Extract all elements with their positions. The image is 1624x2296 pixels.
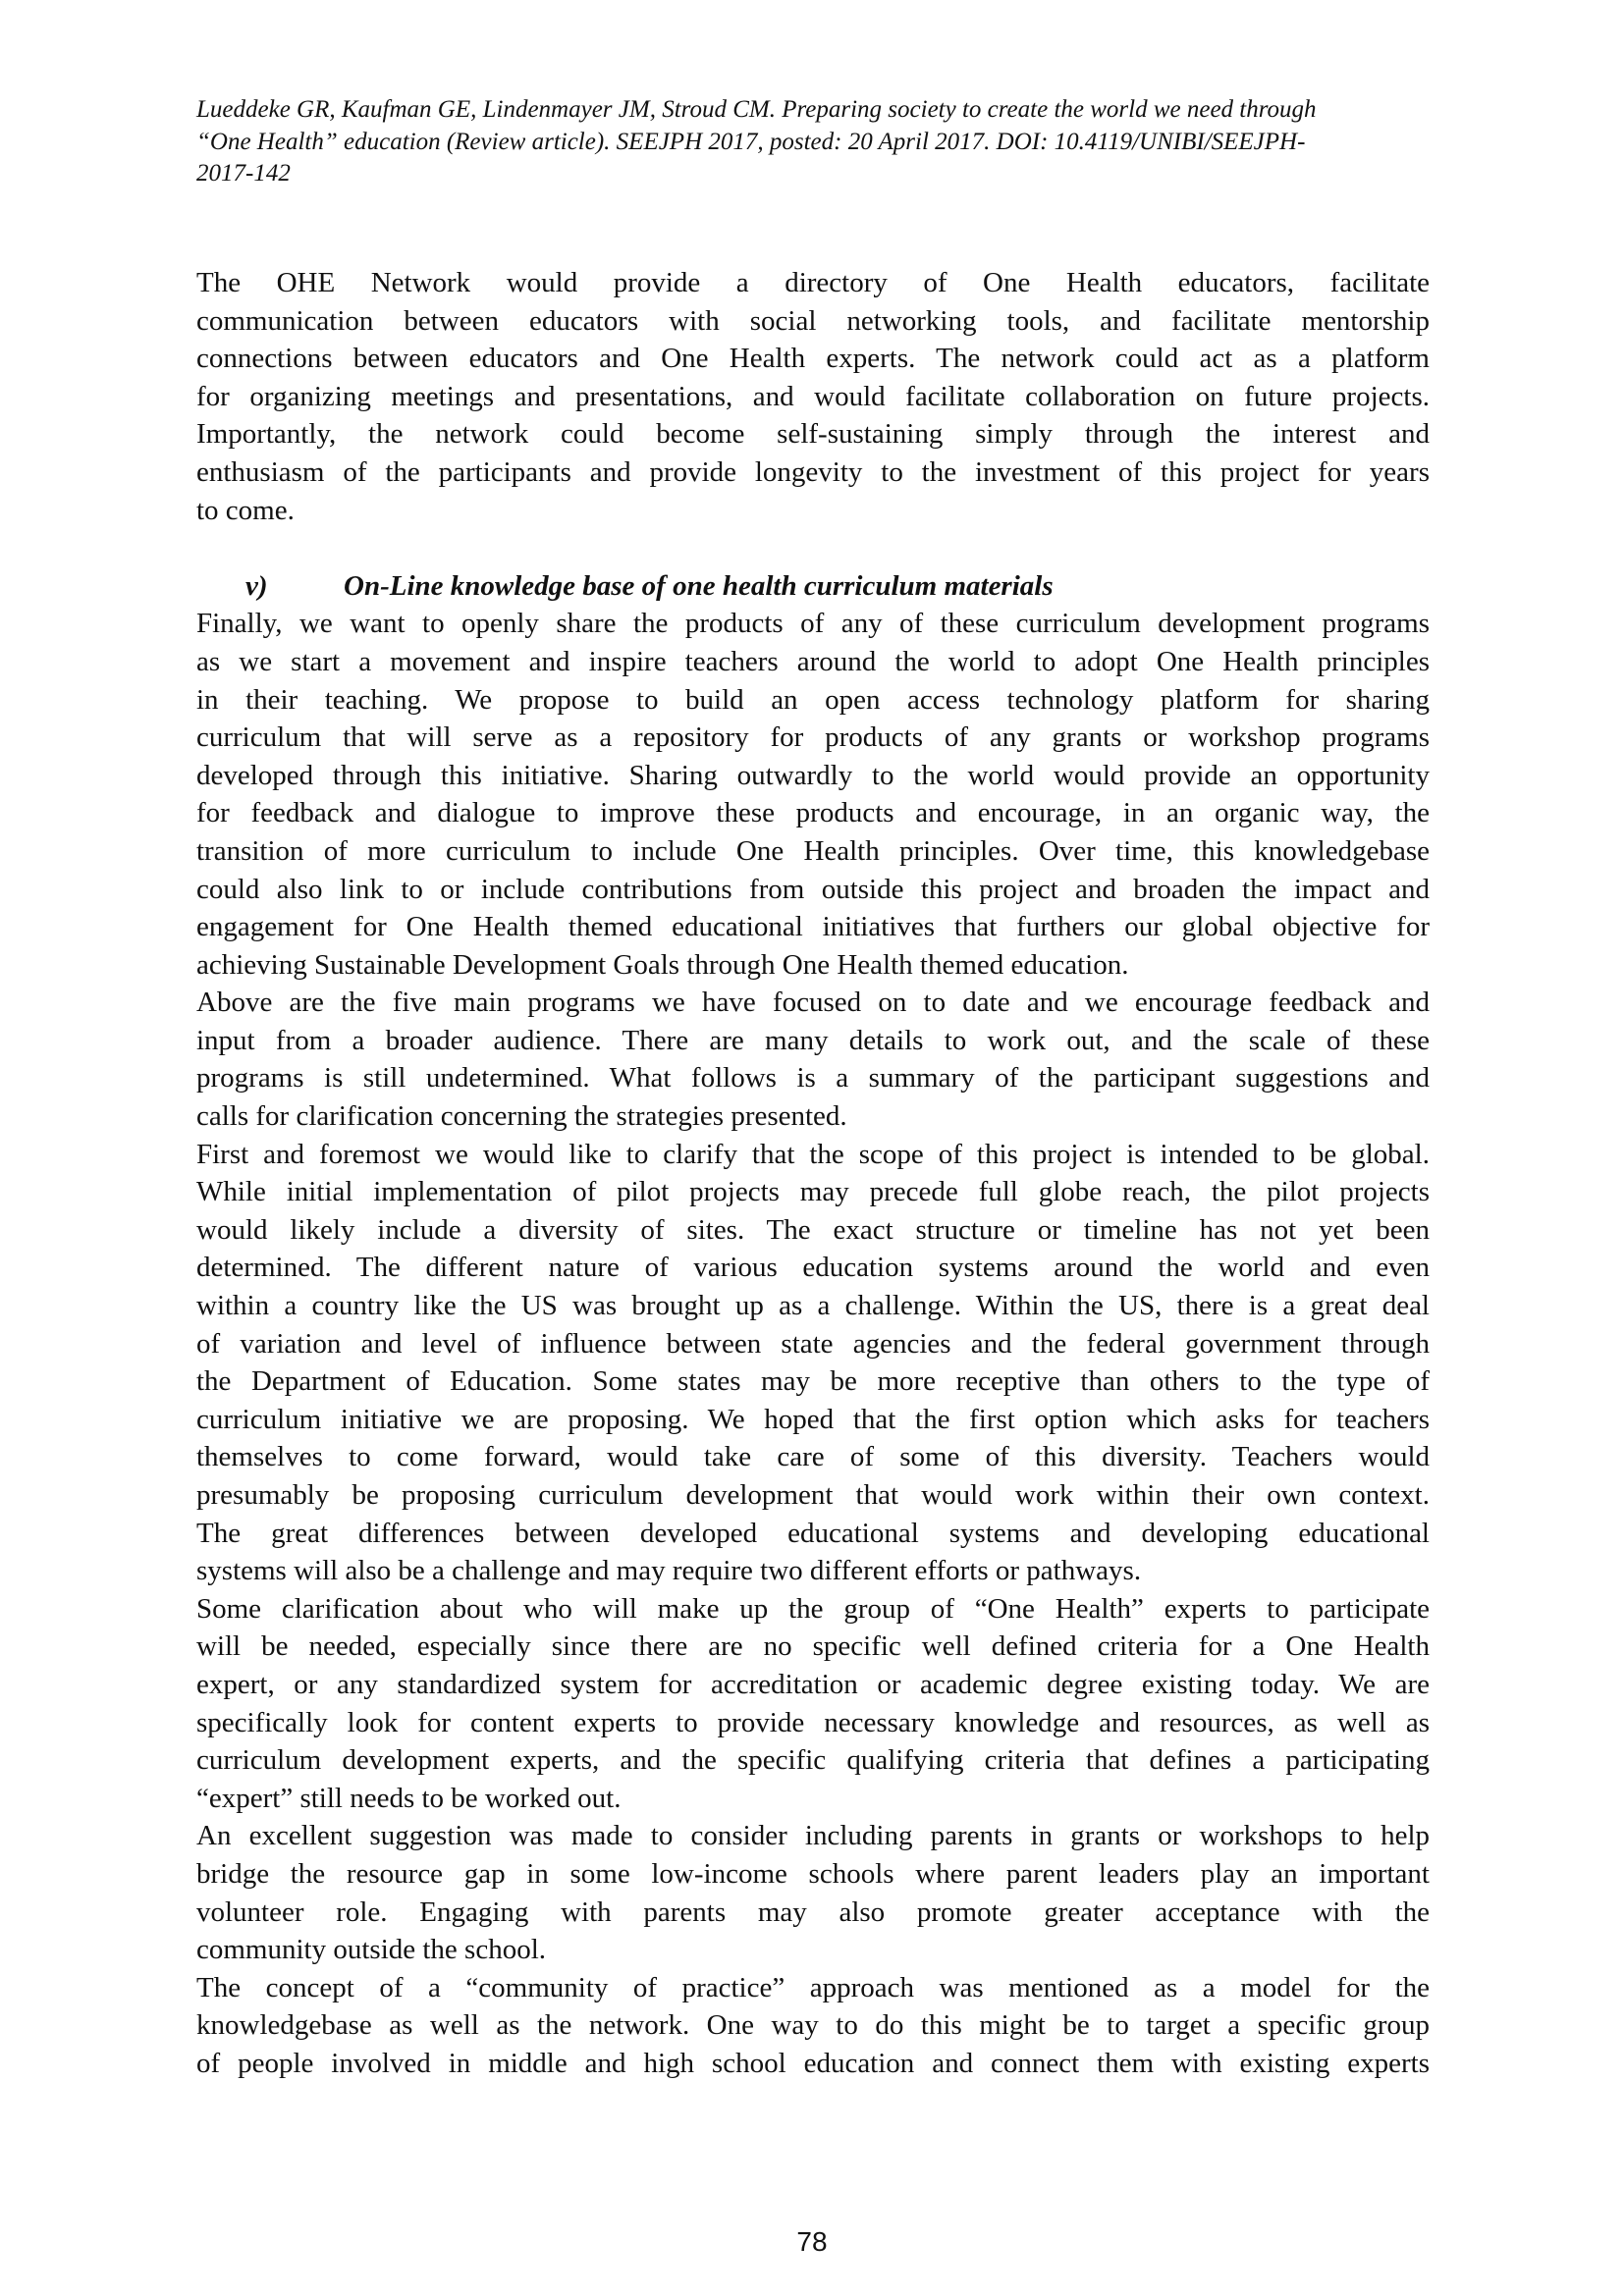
text-line: curriculum that will serve as a repository for products of any grants or workshop programs [196,721,1430,754]
paragraph-ohe-network [196,264,1430,529]
text-line: input from a broader audience. There are many details to work out, and the scale of these [196,1024,1430,1056]
text-line: curriculum development experts, and the specific qualifying criteria that defines a participating [196,1744,1430,1777]
text-line: The great differences between developed educational systems and developing educational [196,1517,1430,1549]
text-line: specifically look for content experts to provide necessary knowledge and resources, as well as [196,1706,1430,1738]
text-line: systems will also be a challenge and may require two different efforts or pathways. [196,1555,1142,1587]
section-number: v) [245,569,268,602]
text-line: programs is still undetermined. What follows is a summary of the participant suggestions and [196,1062,1430,1095]
text-line: achieving Sustainable Development Goals through One Health themed education. [196,948,1129,981]
text-line: enthusiasm of the participants and provide longevity to the investment of this project for years [196,455,1430,488]
text-line: will be needed, especially since there are no specific well defined criteria for a One Health [196,1630,1430,1663]
paragraph-parents [196,1817,1430,1968]
text-line: of people involved in middle and high school education and connect them with existing experts [196,2047,1430,2079]
paragraph-knowledge-base [196,605,1430,984]
text-line: in their teaching. We propose to build an open access technology platform for sharing [196,683,1430,716]
text-line: Above are the five main programs we have focused on to date and we encourage feedback and [196,987,1430,1019]
text-line: developed through this initiative. Sharing outwardly to the world would provide an opportunity [196,759,1430,791]
text-line: volunteer role. Engaging with parents may also promote greater acceptance with the [196,1896,1430,1928]
section-title: On-Line knowledge base of one health curriculum materials [344,569,1054,602]
text-line: Finally, we want to openly share the products of any of these curriculum development programs [196,608,1430,640]
text-line: could also link to or include contributions from outside this project and broaden the impact and [196,873,1430,905]
text-line: calls for clarification concerning the strategies presented. [196,1100,847,1133]
citation-line: “One Health” education (Review article). SEEJPH 2017, posted: 20 April 2017. DOI: 10.4119/UNIBI/SEEJPH- [196,128,1306,155]
citation-line: Lueddeke GR, Kaufman GE, Lindenmayer JM, Stroud CM. Preparing society to create the world we need through [196,96,1317,123]
paragraph-spacer [196,529,1430,567]
text-line: bridge the resource gap in some low-income schools where parent leaders play an important [196,1857,1430,1890]
text-line: transition of more curriculum to include One Health principles. Over time, this knowledgebase [196,834,1430,867]
text-line: for organizing meetings and presentations, and would facilitate collaboration on future projects. [196,380,1430,412]
text-line: connections between educators and One Health experts. The network could act as a platform [196,343,1430,375]
text-line: themselves to come forward, would take care of some of this diversity. Teachers would [196,1441,1430,1473]
paragraph-community-of-practice [196,1969,1430,2083]
paragraph-global-scope [196,1136,1430,1590]
text-line: community outside the school. [196,1934,547,1966]
text-line: expert, or any standardized system for accreditation or academic degree existing today. We are [196,1668,1430,1700]
text-line: determined. The different nature of various education systems around the world and even [196,1252,1430,1284]
text-line: would likely include a diversity of sites. The exact structure or timeline has not yet been [196,1213,1430,1246]
text-line: An excellent suggestion was made to consider including parents in grants or workshops to help [196,1820,1430,1852]
citation-line: 2017-142 [196,160,291,187]
paragraph-five-programs [196,984,1430,1135]
text-line: The concept of a “community of practice” approach was mentioned as a model for the [196,1971,1430,2003]
text-line: presumably be proposing curriculum development that would work within their own context. [196,1479,1430,1511]
text-line: within a country like the US was brought up as a challenge. Within the US, there is a great deal [196,1290,1430,1322]
page-number: 78 [796,2226,828,2257]
citation-header [196,94,1430,190]
text-line: The OHE Network would provide a directory of One Health educators, facilitate [196,267,1430,298]
text-line: Importantly, the network could become self-sustaining simply through the interest and [196,418,1430,451]
text-line: curriculum initiative we are proposing. We hoped that the first option which asks for teachers [196,1403,1430,1435]
text-line: for feedback and dialogue to improve these products and encourage, in an organic way, the [196,797,1430,829]
text-line: communication between educators with social networking tools, and facilitate mentorship [196,304,1430,337]
text-line: the Department of Education. Some states may be more receptive than others to the type of [196,1365,1430,1398]
text-line: engagement for One Health themed educational initiatives that furthers our global objective for [196,911,1430,943]
text-line: of variation and level of influence between state agencies and the federal government through [196,1327,1430,1360]
section-heading [196,567,1430,606]
text-line: “expert” still needs to be worked out. [196,1782,622,1814]
text-line: as we start a movement and inspire teachers around the world to adopt One Health principles [196,645,1430,677]
article-body [196,264,1430,2083]
text-line: Some clarification about who will make up the group of “One Health” experts to participate [196,1592,1430,1625]
text-line: While initial implementation of pilot projects may precede full globe reach, the pilot projects [196,1176,1430,1208]
text-line: knowledgebase as well as the network. One way to do this might be to target a specific group [196,2009,1430,2042]
paragraph-experts [196,1590,1430,1818]
text-line: to come. [196,494,295,526]
text-line: First and foremost we would like to clarify that the scope of this project is intended to be global. [196,1138,1430,1170]
